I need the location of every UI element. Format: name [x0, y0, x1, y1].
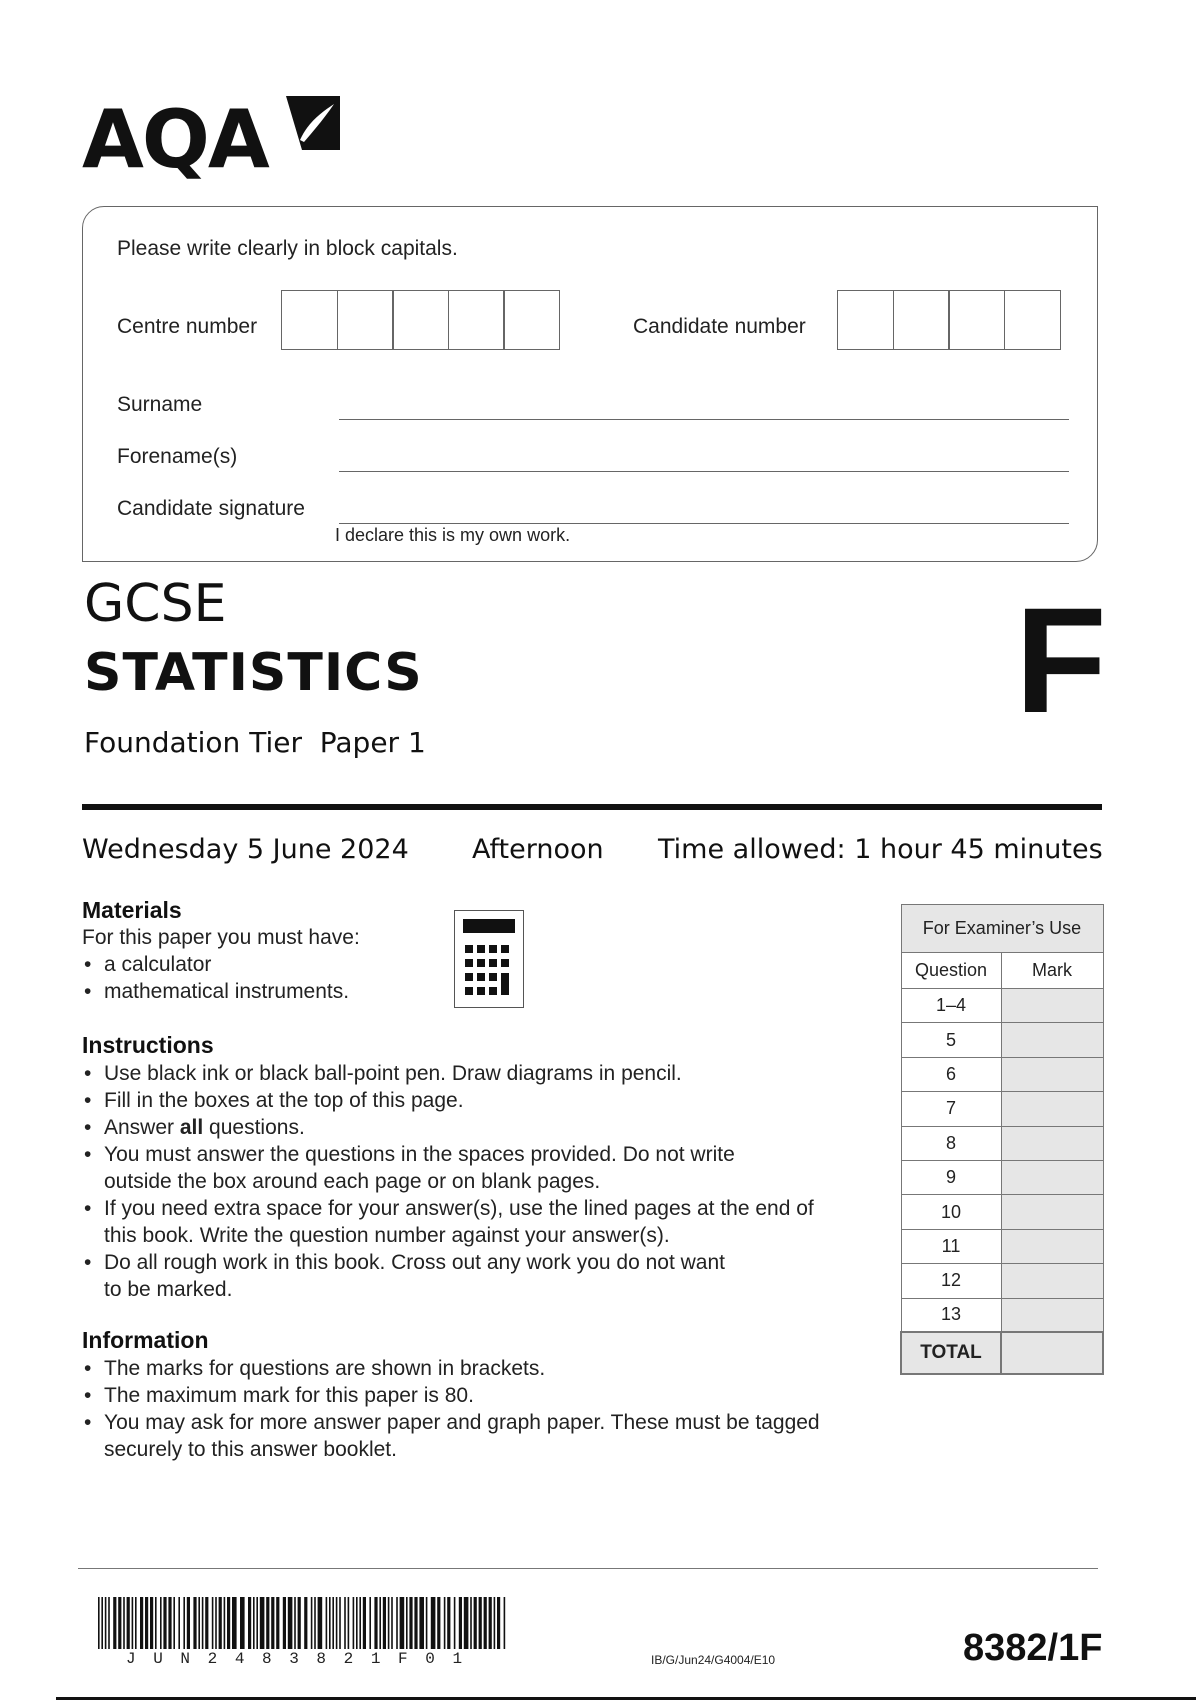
- total-label: TOTAL: [901, 1332, 1001, 1374]
- mark-cell: [1001, 989, 1103, 1023]
- list-item: • If you need extra space for your answer(s), use the lined pages at the end of this book. Write the question number against your answer(s).: [82, 1195, 872, 1249]
- list-item: • Use black ink or black ball-point pen. Draw diagrams in pencil.: [82, 1060, 872, 1087]
- mark-cell: [1001, 1264, 1103, 1298]
- centre-number-digit[interactable]: [503, 290, 560, 350]
- block-capitals-instruction: Please write clearly in block capitals.: [117, 237, 458, 260]
- question-column-header: Question: [901, 953, 1001, 989]
- total-mark-cell: [1001, 1332, 1103, 1374]
- question-number: 7: [901, 1092, 1001, 1126]
- exam-session: Afternoon: [472, 834, 604, 865]
- candidate-number-digit[interactable]: [948, 290, 1005, 350]
- candidate-number-label: Candidate number: [633, 315, 806, 338]
- question-number: 13: [901, 1298, 1001, 1332]
- centre-number-digit[interactable]: [392, 290, 449, 350]
- question-number: 5: [901, 1023, 1001, 1057]
- list-item: • You must answer the questions in the spaces provided. Do not write outside the box around each page or on blank pages.: [82, 1141, 872, 1195]
- tier-title: Foundation Tier Paper 1: [84, 726, 426, 759]
- footer-divider: [78, 1568, 1098, 1569]
- mark-cell: [1001, 1195, 1103, 1229]
- question-number: 12: [901, 1264, 1001, 1298]
- examiner-use-table: [900, 904, 1104, 1375]
- list-item: • The marks for questions are shown in brackets.: [82, 1355, 822, 1382]
- forename-line[interactable]: [339, 471, 1069, 472]
- qualification-title: GCSE: [84, 574, 227, 634]
- forename-label: Forename(s): [117, 445, 238, 468]
- instructions-heading: Instructions: [82, 1032, 214, 1058]
- question-number: 6: [901, 1057, 1001, 1091]
- information-list: [82, 1355, 822, 1463]
- centre-number-digit[interactable]: [448, 290, 505, 350]
- surname-label: Surname: [117, 393, 203, 416]
- barcode-text: J U N 2 4 8 3 8 2 1 F 0 1: [126, 1650, 463, 1668]
- tier-letter: F: [1015, 576, 1107, 744]
- logo-text: AQA: [82, 93, 268, 186]
- list-item: • a calculator: [82, 951, 349, 978]
- candidate-number-boxes[interactable]: [837, 290, 1059, 350]
- question-number: 1–4: [901, 989, 1001, 1023]
- signature-label: Candidate signature: [117, 497, 305, 520]
- list-item: • Answer all questions.: [82, 1114, 872, 1141]
- candidate-number-digit[interactable]: [837, 290, 894, 350]
- question-number: 9: [901, 1160, 1001, 1194]
- information-heading: Information: [82, 1327, 209, 1353]
- centre-number-boxes[interactable]: [281, 290, 559, 350]
- materials-heading: Materials: [82, 897, 182, 923]
- subject-title: STATISTICS: [84, 643, 423, 703]
- paper-code: 8382/1F: [963, 1627, 1103, 1669]
- mark-cell: [1001, 1023, 1103, 1057]
- mark-column-header: Mark: [1001, 953, 1103, 989]
- candidate-details-box: [82, 206, 1098, 562]
- signature-line[interactable]: [339, 523, 1069, 524]
- aqa-logo: [82, 92, 352, 187]
- list-item: • Do all rough work in this book. Cross out any work you do not want to be marked.: [82, 1249, 872, 1303]
- question-number: 11: [901, 1229, 1001, 1263]
- materials-list: [82, 951, 349, 1005]
- candidate-number-digit[interactable]: [1004, 290, 1061, 350]
- aqa-leaf-icon: [282, 92, 344, 154]
- paper-reference: IB/G/Jun24/G4004/E10: [651, 1653, 776, 1667]
- title-divider: [82, 804, 1102, 810]
- mark-cell: [1001, 1160, 1103, 1194]
- list-item: • The maximum mark for this paper is 80.: [82, 1382, 822, 1409]
- centre-number-label: Centre number: [117, 315, 258, 338]
- question-number: 8: [901, 1126, 1001, 1160]
- mark-cell: [1001, 1092, 1103, 1126]
- mark-cell: [1001, 1057, 1103, 1091]
- barcode-icon: [98, 1597, 508, 1649]
- centre-number-digit[interactable]: [281, 290, 338, 350]
- instructions-list: [82, 1060, 872, 1303]
- question-number: 10: [901, 1195, 1001, 1229]
- list-item: • Fill in the boxes at the top of this page.: [82, 1087, 872, 1114]
- surname-line[interactable]: [339, 419, 1069, 420]
- mark-cell: [1001, 1298, 1103, 1332]
- centre-number-digit[interactable]: [337, 290, 394, 350]
- materials-intro: For this paper you must have:: [82, 926, 360, 949]
- exam-date: Wednesday 5 June 2024: [82, 834, 409, 865]
- list-item: • You may ask for more answer paper and graph paper. These must be tagged securely to this answer booklet.: [82, 1409, 822, 1463]
- examiner-table-title: For Examiner’s Use: [901, 905, 1103, 953]
- list-item: • mathematical instruments.: [82, 978, 349, 1005]
- mark-cell: [1001, 1229, 1103, 1263]
- declaration-text: I declare this is my own work.: [335, 525, 571, 545]
- mark-cell: [1001, 1126, 1103, 1160]
- time-allowed: Time allowed: 1 hour 45 minutes: [658, 834, 1103, 865]
- calculator-icon: [454, 910, 524, 1008]
- candidate-number-digit[interactable]: [893, 290, 950, 350]
